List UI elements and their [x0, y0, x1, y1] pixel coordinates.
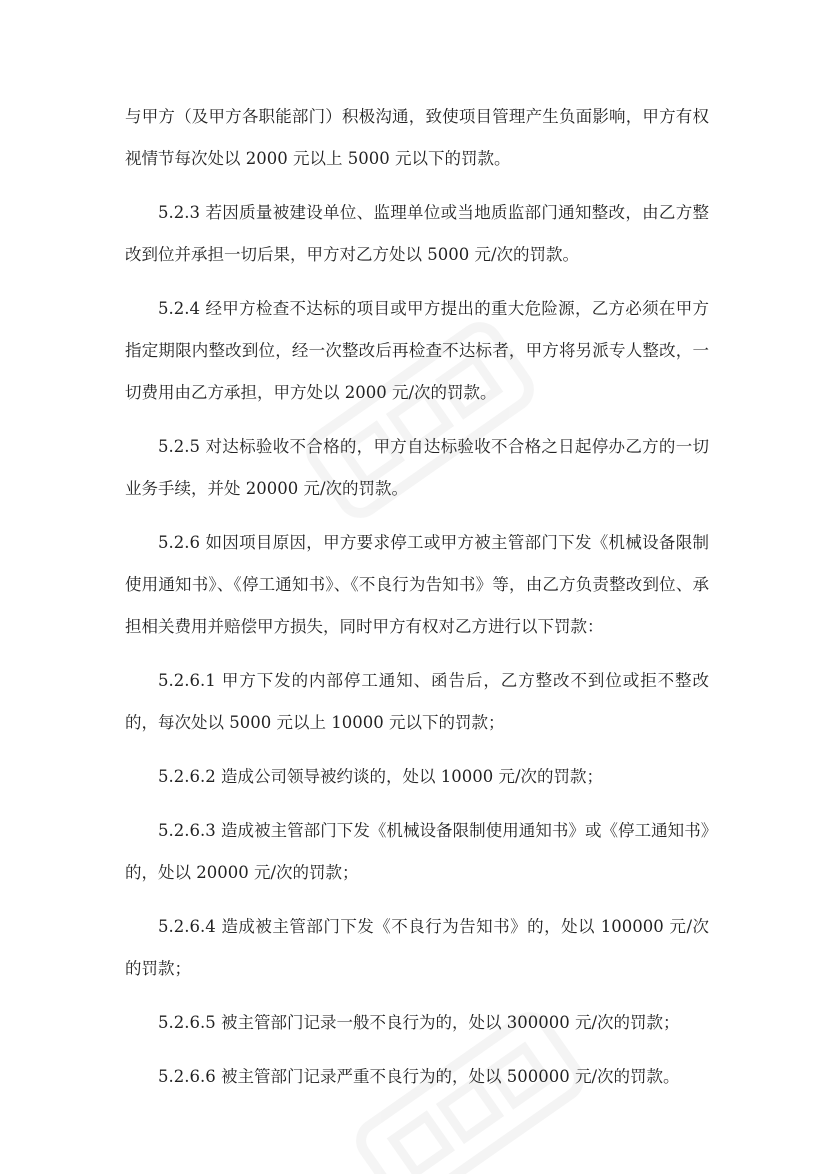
document-body	[125, 96, 709, 1110]
paragraph-5-2-6: 5.2.6 如因项目原因，甲方要求停工或甲方被主管部门下发《机械设备限制使用通知书》、《停工通知书》、《不良行为告知书》等，由乙方负责整改到位、承担相关费用并赔偿甲方损失，同时甲方有权对乙方进行以下罚款：	[125, 533, 709, 636]
paragraph-5-2-6-2: 5.2.6.2 造成公司领导被约谈的，处以 10000 元/次的罚款；	[158, 767, 604, 786]
paragraph-5-2-6-3: 5.2.6.3 造成被主管部门下发《机械设备限制使用通知书》或《停工通知书》的，处以 20000 元/次的罚款；	[125, 821, 709, 882]
paragraph-5-2-6-6: 5.2.6.6 被主管部门记录严重不良行为的，处以 500000 元/次的罚款。	[158, 1067, 680, 1086]
paragraph-5-2-4: 5.2.4 经甲方检查不达标的项目或甲方提出的重大危险源，乙方必须在甲方指定期限内整改到位，经一次整改后再检查不达标者，甲方将另派专人整改，一切费用由乙方承担，甲方处以 2000 元/次的罚款。	[125, 299, 709, 402]
paragraph-5-2-3: 5.2.3 若因质量被建设单位、监理单位或当地质监部门通知整改，由乙方整改到位并承担一切后果，甲方对乙方处以 5000 元/次的罚款。	[125, 203, 709, 264]
paragraph-5-2-5: 5.2.5 对达标验收不合格的，甲方自达标验收不合格之日起停办乙方的一切业务手续，并处 20000 元/次的罚款。	[125, 437, 709, 498]
paragraph-5-2-6-5: 5.2.6.5 被主管部门记录一般不良行为的，处以 300000 元/次的罚款；	[158, 1013, 680, 1032]
paragraph-5-2-6-4: 5.2.6.4 造成被主管部门下发《不良行为告知书》的，处以 100000 元/次的罚款；	[125, 917, 709, 978]
paragraph-5-2-6-1: 5.2.6.1 甲方下发的内部停工通知、函告后，乙方整改不到位或拒不整改的，每次处以 5000 元以上 10000 元以下的罚款；	[125, 671, 709, 732]
paragraph-continuation: 与甲方（及甲方各职能部门）积极沟通，致使项目管理产生负面影响，甲方有权视情节每次处以 2000 元以上 5000 元以下的罚款。	[125, 107, 709, 168]
